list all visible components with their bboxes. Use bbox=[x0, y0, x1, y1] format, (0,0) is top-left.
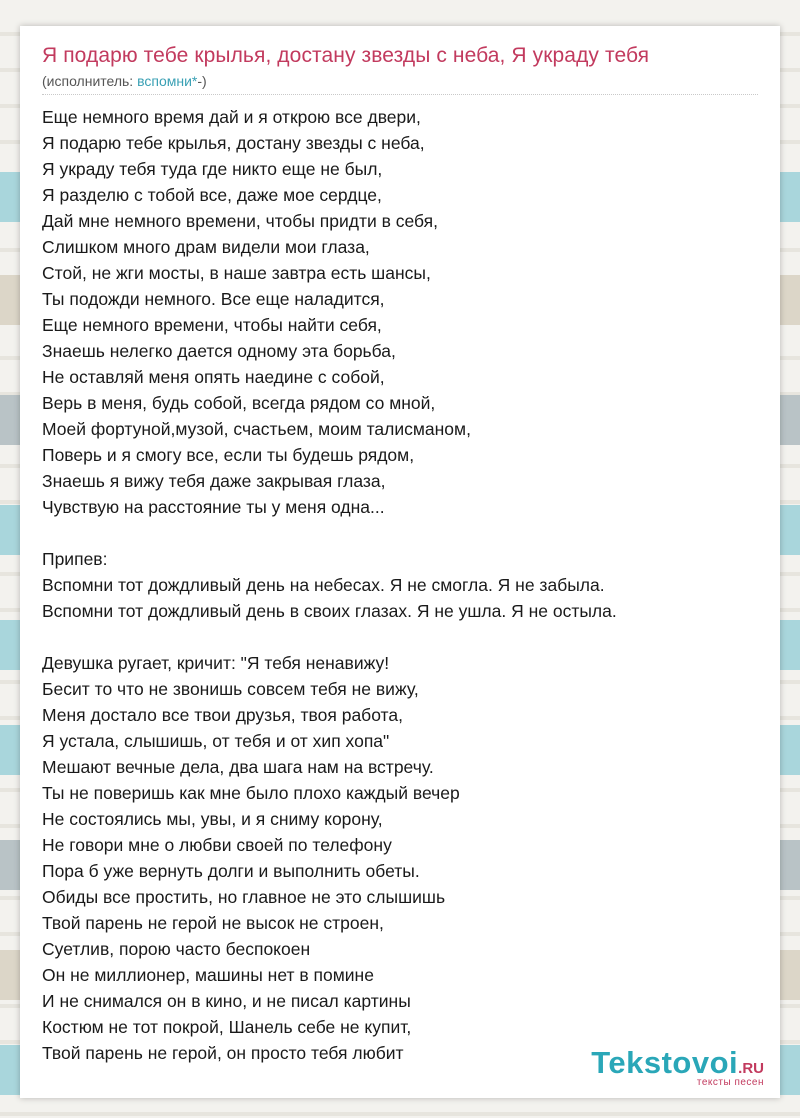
artist-line bbox=[42, 73, 207, 89]
lyric-line: Припев: bbox=[42, 549, 108, 569]
lyric-line: Слишком много драм видели мои глаза, bbox=[42, 237, 370, 257]
lyric-line: Я подарю тебе крылья, достану звезды с неба, bbox=[42, 133, 425, 153]
artist-prefix: (исполнитель: bbox=[42, 73, 138, 89]
lyric-line: Я разделю с тобой все, даже мое сердце, bbox=[42, 185, 382, 205]
lyrics-body bbox=[42, 104, 762, 1066]
site-logo[interactable] bbox=[591, 1045, 764, 1088]
lyric-line: Девушка ругает, кричит: "Я тебя ненавижу! bbox=[42, 653, 390, 673]
logo-text: Tekstovoi bbox=[591, 1045, 739, 1080]
lyric-line: Не состоялись мы, увы, и я сниму корону, bbox=[42, 809, 383, 829]
lyric-line: Суетлив, порою часто беспокоен bbox=[42, 939, 311, 959]
lyric-line: Знаешь я вижу тебя даже закрывая глаза, bbox=[42, 471, 386, 491]
lyric-line: Не оставляй меня опять наедине с собой, bbox=[42, 367, 385, 387]
lyric-line: Вспомни тот дождливый день на небесах. Я не смогла. Я не забыла. bbox=[42, 575, 605, 595]
lyric-line: Он не миллионер, машины нет в помине bbox=[42, 965, 374, 985]
lyric-line: Знаешь нелегко дается одному эта борьба, bbox=[42, 341, 396, 361]
song-title: Я подарю тебе крылья, достану звезды с неба, Я украду тебя bbox=[42, 44, 650, 67]
lyric-line: Верь в меня, будь собой, всегда рядом со мной, bbox=[42, 393, 436, 413]
lyric-line: Обиды все простить, но главное не это слышишь bbox=[42, 887, 446, 907]
lyric-line: Вспомни тот дождливый день в своих глазах. Я не ушла. Я не остыла. bbox=[42, 601, 617, 621]
lyric-line: Еще немного времени, чтобы найти себя, bbox=[42, 315, 382, 335]
logo-subtitle: тексты песен bbox=[696, 1077, 764, 1088]
chorus bbox=[42, 546, 762, 624]
lyric-line: И не снимался он в кино, и не писал картины bbox=[42, 991, 411, 1011]
lyric-line: Поверь и я смогу все, если ты будешь рядом, bbox=[42, 445, 415, 465]
lyric-line: Я украду тебя туда где никто еще не был, bbox=[42, 159, 383, 179]
lyric-line: Твой парень не герой, он просто тебя любит bbox=[42, 1043, 404, 1063]
lyric-line: Не говори мне о любви своей по телефону bbox=[42, 835, 392, 855]
verse-1 bbox=[42, 104, 762, 520]
stanza-gap bbox=[42, 624, 762, 650]
lyric-line: Бесит то что не звонишь совсем тебя не вижу, bbox=[42, 679, 419, 699]
divider bbox=[42, 94, 758, 95]
artist-suffix: -) bbox=[197, 73, 207, 89]
lyric-line: Костюм не тот покрой, Шанель себе не купит, bbox=[42, 1017, 412, 1037]
verse-2 bbox=[42, 650, 762, 1066]
lyric-line: Пора б уже вернуть долги и выполнить обеты. bbox=[42, 861, 420, 881]
lyrics-card bbox=[20, 26, 780, 1098]
artist-link[interactable]: вспомни* bbox=[137, 73, 198, 89]
lyric-line: Твой парень не герой не высок не строен, bbox=[42, 913, 384, 933]
lyric-line: Чувствую на расстояние ты у меня одна... bbox=[42, 497, 385, 517]
lyric-line: Ты не поверишь как мне было плохо каждый вечер bbox=[42, 783, 460, 803]
lyric-line: Моей фортуной,музой, счастьем, моим талисманом, bbox=[42, 419, 471, 439]
lyric-line: Мешают вечные дела, два шага нам на встречу. bbox=[42, 757, 434, 777]
lyric-line: Ты подожди немного. Все еще наладится, bbox=[42, 289, 385, 309]
lyric-line: Дай мне немного времени, чтобы придти в себя, bbox=[42, 211, 439, 231]
lyric-line: Еще немного время дай и я открою все двери, bbox=[42, 107, 421, 127]
lyric-line: Меня достало все твои друзья, твоя работа, bbox=[42, 705, 403, 725]
stanza-gap bbox=[42, 520, 762, 546]
lyric-line: Стой, не жги мосты, в наше завтра есть шансы, bbox=[42, 263, 431, 283]
lyric-line: Я устала, слышишь, от тебя и от хип хопа" bbox=[42, 731, 390, 751]
logo-tld: .RU bbox=[738, 1060, 764, 1077]
